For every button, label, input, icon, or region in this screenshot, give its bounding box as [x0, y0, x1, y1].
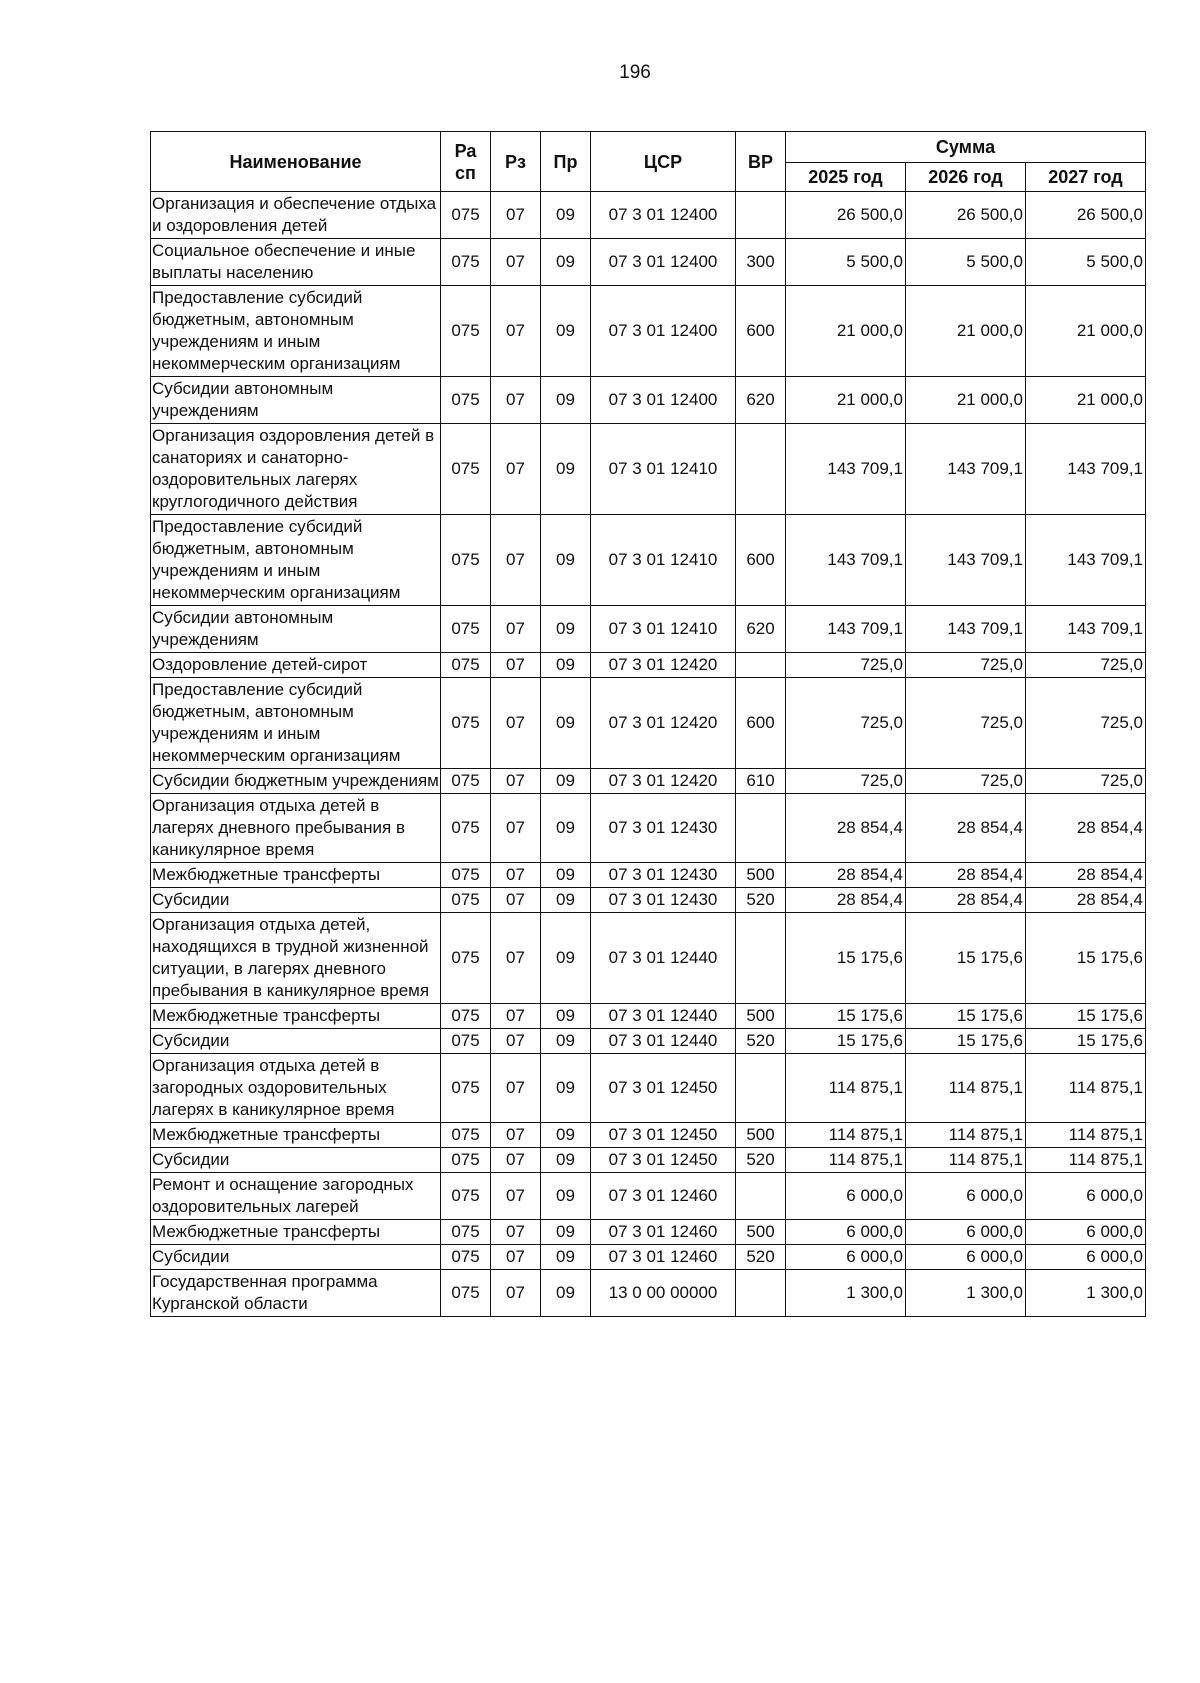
row-rz: 07 — [491, 1245, 541, 1270]
row-pr: 09 — [541, 286, 591, 377]
row-vr: 520 — [736, 1245, 786, 1270]
row-rasp: 075 — [441, 888, 491, 913]
row-name: Субсидии автономным учреждениям — [151, 606, 441, 653]
row-vr: 620 — [736, 377, 786, 424]
row-rasp: 075 — [441, 863, 491, 888]
header-name: Наименование — [151, 132, 441, 192]
row-sum-2026: 114 875,1 — [906, 1123, 1026, 1148]
row-sum-2027: 6 000,0 — [1026, 1173, 1146, 1220]
row-pr: 09 — [541, 1148, 591, 1173]
row-csr: 07 3 01 12430 — [591, 888, 736, 913]
row-sum-2027: 5 500,0 — [1026, 239, 1146, 286]
table-row — [151, 1123, 1146, 1148]
row-sum-2026: 1 300,0 — [906, 1270, 1026, 1317]
row-pr: 09 — [541, 1004, 591, 1029]
row-pr: 09 — [541, 1029, 591, 1054]
table-row — [151, 678, 1146, 769]
table-row — [151, 606, 1146, 653]
row-csr: 07 3 01 12400 — [591, 239, 736, 286]
row-rz: 07 — [491, 239, 541, 286]
row-sum-2027: 1 300,0 — [1026, 1270, 1146, 1317]
row-name: Социальное обеспечение и иные выплаты населению — [151, 239, 441, 286]
row-rasp: 075 — [441, 913, 491, 1004]
row-pr: 09 — [541, 424, 591, 515]
header-year-2027: 2027 год — [1026, 163, 1146, 192]
row-rasp: 075 — [441, 286, 491, 377]
row-pr: 09 — [541, 1173, 591, 1220]
row-pr: 09 — [541, 1220, 591, 1245]
row-csr: 07 3 01 12420 — [591, 653, 736, 678]
row-rasp: 075 — [441, 1004, 491, 1029]
row-name: Межбюджетные трансферты — [151, 1123, 441, 1148]
row-rz: 07 — [491, 1029, 541, 1054]
row-pr: 09 — [541, 794, 591, 863]
row-vr: 610 — [736, 769, 786, 794]
row-vr: 600 — [736, 286, 786, 377]
row-sum-2026: 6 000,0 — [906, 1245, 1026, 1270]
row-vr: 500 — [736, 863, 786, 888]
row-name: Организация и обеспечение отдыха и оздоровления детей — [151, 192, 441, 239]
row-rasp: 075 — [441, 1245, 491, 1270]
row-sum-2027: 21 000,0 — [1026, 286, 1146, 377]
row-sum-2027: 28 854,4 — [1026, 794, 1146, 863]
row-rz: 07 — [491, 888, 541, 913]
row-name: Межбюджетные трансферты — [151, 1220, 441, 1245]
row-sum-2025: 26 500,0 — [786, 192, 906, 239]
row-name: Предоставление субсидий бюджетным, автономным учреждениям и иным некоммерческим организациям — [151, 286, 441, 377]
row-vr — [736, 1270, 786, 1317]
row-vr — [736, 192, 786, 239]
row-name: Субсидии бюджетным учреждениям — [151, 769, 441, 794]
row-sum-2027: 143 709,1 — [1026, 515, 1146, 606]
row-csr: 07 3 01 12410 — [591, 424, 736, 515]
row-csr: 07 3 01 12460 — [591, 1220, 736, 1245]
header-year-2026: 2026 год — [906, 163, 1026, 192]
row-rz: 07 — [491, 653, 541, 678]
row-rz: 07 — [491, 794, 541, 863]
row-sum-2025: 21 000,0 — [786, 377, 906, 424]
row-rz: 07 — [491, 863, 541, 888]
row-sum-2027: 26 500,0 — [1026, 192, 1146, 239]
table-row — [151, 769, 1146, 794]
row-sum-2025: 114 875,1 — [786, 1123, 906, 1148]
row-pr: 09 — [541, 377, 591, 424]
row-sum-2027: 15 175,6 — [1026, 1004, 1146, 1029]
table-row — [151, 1220, 1146, 1245]
budget-table — [150, 131, 1146, 1317]
row-sum-2025: 15 175,6 — [786, 1029, 906, 1054]
row-sum-2025: 1 300,0 — [786, 1270, 906, 1317]
row-sum-2026: 26 500,0 — [906, 192, 1026, 239]
row-sum-2025: 725,0 — [786, 769, 906, 794]
row-csr: 07 3 01 12440 — [591, 913, 736, 1004]
row-sum-2025: 725,0 — [786, 653, 906, 678]
row-csr: 07 3 01 12450 — [591, 1123, 736, 1148]
row-rasp: 075 — [441, 1123, 491, 1148]
row-sum-2026: 725,0 — [906, 769, 1026, 794]
row-vr — [736, 794, 786, 863]
table-body — [151, 192, 1146, 1317]
row-pr: 09 — [541, 192, 591, 239]
row-sum-2025: 114 875,1 — [786, 1054, 906, 1123]
row-sum-2026: 28 854,4 — [906, 794, 1026, 863]
row-name: Межбюджетные трансферты — [151, 1004, 441, 1029]
table-row — [151, 192, 1146, 239]
row-vr — [736, 1054, 786, 1123]
row-sum-2026: 15 175,6 — [906, 1029, 1026, 1054]
page-number: 196 — [619, 62, 651, 83]
row-vr: 520 — [736, 1148, 786, 1173]
row-vr: 620 — [736, 606, 786, 653]
row-sum-2027: 114 875,1 — [1026, 1054, 1146, 1123]
row-vr: 500 — [736, 1123, 786, 1148]
table-row — [151, 1245, 1146, 1270]
row-pr: 09 — [541, 913, 591, 1004]
row-sum-2027: 725,0 — [1026, 678, 1146, 769]
row-sum-2025: 143 709,1 — [786, 515, 906, 606]
row-rasp: 075 — [441, 769, 491, 794]
row-rasp: 075 — [441, 424, 491, 515]
row-sum-2026: 114 875,1 — [906, 1148, 1026, 1173]
table-row — [151, 1148, 1146, 1173]
row-rz: 07 — [491, 1270, 541, 1317]
row-sum-2027: 28 854,4 — [1026, 888, 1146, 913]
row-rz: 07 — [491, 377, 541, 424]
row-name: Ремонт и оснащение загородных оздоровительных лагерей — [151, 1173, 441, 1220]
row-name: Предоставление субсидий бюджетным, автономным учреждениям и иным некоммерческим организациям — [151, 515, 441, 606]
row-rz: 07 — [491, 606, 541, 653]
table-row — [151, 1054, 1146, 1123]
row-sum-2027: 725,0 — [1026, 769, 1146, 794]
row-rasp: 075 — [441, 515, 491, 606]
row-sum-2027: 725,0 — [1026, 653, 1146, 678]
row-rz: 07 — [491, 913, 541, 1004]
row-rasp: 075 — [441, 606, 491, 653]
row-name: Оздоровление детей-сирот — [151, 653, 441, 678]
table-row — [151, 424, 1146, 515]
row-pr: 09 — [541, 1123, 591, 1148]
row-vr — [736, 424, 786, 515]
row-vr: 500 — [736, 1220, 786, 1245]
row-csr: 07 3 01 12440 — [591, 1029, 736, 1054]
row-rasp: 075 — [441, 377, 491, 424]
row-sum-2027: 28 854,4 — [1026, 863, 1146, 888]
header-rz: Рз — [491, 132, 541, 192]
row-rasp: 075 — [441, 678, 491, 769]
header-csr: ЦСР — [591, 132, 736, 192]
row-sum-2025: 5 500,0 — [786, 239, 906, 286]
row-sum-2026: 143 709,1 — [906, 515, 1026, 606]
row-name: Субсидии — [151, 888, 441, 913]
table-row — [151, 515, 1146, 606]
row-rasp: 075 — [441, 1148, 491, 1173]
row-vr: 600 — [736, 515, 786, 606]
row-vr — [736, 653, 786, 678]
row-rasp: 075 — [441, 794, 491, 863]
row-rz: 07 — [491, 192, 541, 239]
row-rasp: 075 — [441, 1173, 491, 1220]
row-rasp: 075 — [441, 653, 491, 678]
row-pr: 09 — [541, 1054, 591, 1123]
row-vr: 300 — [736, 239, 786, 286]
row-csr: 07 3 01 12450 — [591, 1148, 736, 1173]
row-sum-2025: 6 000,0 — [786, 1173, 906, 1220]
row-pr: 09 — [541, 1245, 591, 1270]
row-sum-2025: 114 875,1 — [786, 1148, 906, 1173]
row-rz: 07 — [491, 515, 541, 606]
row-csr: 13 0 00 00000 — [591, 1270, 736, 1317]
row-sum-2025: 28 854,4 — [786, 794, 906, 863]
row-name: Предоставление субсидий бюджетным, автономным учреждениям и иным некоммерческим организациям — [151, 678, 441, 769]
row-pr: 09 — [541, 239, 591, 286]
row-vr: 600 — [736, 678, 786, 769]
row-sum-2027: 6 000,0 — [1026, 1245, 1146, 1270]
row-rz: 07 — [491, 1004, 541, 1029]
row-name: Субсидии — [151, 1029, 441, 1054]
row-vr — [736, 913, 786, 1004]
table-row — [151, 913, 1146, 1004]
header-pr: Пр — [541, 132, 591, 192]
row-vr: 520 — [736, 888, 786, 913]
row-sum-2025: 21 000,0 — [786, 286, 906, 377]
row-sum-2026: 143 709,1 — [906, 424, 1026, 515]
row-sum-2025: 6 000,0 — [786, 1220, 906, 1245]
header-vr: ВР — [736, 132, 786, 192]
row-sum-2026: 114 875,1 — [906, 1054, 1026, 1123]
header-sum: Сумма — [786, 132, 1146, 163]
table-row — [151, 863, 1146, 888]
row-sum-2026: 28 854,4 — [906, 863, 1026, 888]
row-sum-2026: 725,0 — [906, 653, 1026, 678]
row-pr: 09 — [541, 678, 591, 769]
row-sum-2025: 15 175,6 — [786, 1004, 906, 1029]
row-sum-2027: 15 175,6 — [1026, 913, 1146, 1004]
row-csr: 07 3 01 12400 — [591, 286, 736, 377]
row-pr: 09 — [541, 515, 591, 606]
row-sum-2026: 21 000,0 — [906, 286, 1026, 377]
row-sum-2027: 114 875,1 — [1026, 1123, 1146, 1148]
row-sum-2026: 6 000,0 — [906, 1220, 1026, 1245]
row-csr: 07 3 01 12460 — [591, 1173, 736, 1220]
header-year-2025: 2025 год — [786, 163, 906, 192]
table-row — [151, 1270, 1146, 1317]
row-pr: 09 — [541, 1270, 591, 1317]
row-sum-2025: 28 854,4 — [786, 888, 906, 913]
row-sum-2027: 15 175,6 — [1026, 1029, 1146, 1054]
row-rz: 07 — [491, 286, 541, 377]
row-pr: 09 — [541, 769, 591, 794]
row-pr: 09 — [541, 888, 591, 913]
row-sum-2027: 143 709,1 — [1026, 424, 1146, 515]
row-pr: 09 — [541, 863, 591, 888]
row-rasp: 075 — [441, 1270, 491, 1317]
row-sum-2027: 114 875,1 — [1026, 1148, 1146, 1173]
row-csr: 07 3 01 12400 — [591, 192, 736, 239]
row-name: Межбюджетные трансферты — [151, 863, 441, 888]
row-sum-2026: 15 175,6 — [906, 913, 1026, 1004]
row-sum-2025: 725,0 — [786, 678, 906, 769]
row-csr: 07 3 01 12450 — [591, 1054, 736, 1123]
row-rz: 07 — [491, 678, 541, 769]
row-rasp: 075 — [441, 239, 491, 286]
table-row — [151, 794, 1146, 863]
row-name: Организация отдыха детей в лагерях дневного пребывания в каникулярное время — [151, 794, 441, 863]
row-rz: 07 — [491, 1220, 541, 1245]
row-pr: 09 — [541, 653, 591, 678]
row-csr: 07 3 01 12430 — [591, 863, 736, 888]
row-name: Организация отдыха детей в загородных оздоровительных лагерях в каникулярное время — [151, 1054, 441, 1123]
row-sum-2026: 21 000,0 — [906, 377, 1026, 424]
table-row — [151, 1029, 1146, 1054]
table-row — [151, 653, 1146, 678]
row-sum-2026: 143 709,1 — [906, 606, 1026, 653]
row-sum-2025: 28 854,4 — [786, 863, 906, 888]
row-rz: 07 — [491, 1054, 541, 1123]
row-name: Субсидии — [151, 1245, 441, 1270]
row-csr: 07 3 01 12430 — [591, 794, 736, 863]
row-pr: 09 — [541, 606, 591, 653]
row-sum-2027: 6 000,0 — [1026, 1220, 1146, 1245]
row-sum-2027: 21 000,0 — [1026, 377, 1146, 424]
row-csr: 07 3 01 12400 — [591, 377, 736, 424]
row-rz: 07 — [491, 1123, 541, 1148]
row-rasp: 075 — [441, 1220, 491, 1245]
table-row — [151, 1004, 1146, 1029]
row-csr: 07 3 01 12420 — [591, 769, 736, 794]
row-name: Субсидии — [151, 1148, 441, 1173]
table-row — [151, 239, 1146, 286]
row-sum-2026: 6 000,0 — [906, 1173, 1026, 1220]
row-sum-2026: 725,0 — [906, 678, 1026, 769]
row-vr — [736, 1173, 786, 1220]
table-row — [151, 286, 1146, 377]
row-rz: 07 — [491, 769, 541, 794]
row-name: Государственная программа Курганской области — [151, 1270, 441, 1317]
table-row — [151, 377, 1146, 424]
row-rz: 07 — [491, 424, 541, 515]
row-csr: 07 3 01 12410 — [591, 515, 736, 606]
table-row — [151, 888, 1146, 913]
row-rasp: 075 — [441, 1054, 491, 1123]
row-sum-2027: 143 709,1 — [1026, 606, 1146, 653]
row-sum-2026: 5 500,0 — [906, 239, 1026, 286]
row-csr: 07 3 01 12420 — [591, 678, 736, 769]
row-vr: 500 — [736, 1004, 786, 1029]
table-row — [151, 1173, 1146, 1220]
row-csr: 07 3 01 12440 — [591, 1004, 736, 1029]
row-vr: 520 — [736, 1029, 786, 1054]
row-rz: 07 — [491, 1148, 541, 1173]
row-rasp: 075 — [441, 192, 491, 239]
row-sum-2025: 15 175,6 — [786, 913, 906, 1004]
row-name: Организация отдыха детей, находящихся в трудной жизненной ситуации, в лагерях дневного пребывания в каникулярное время — [151, 913, 441, 1004]
row-name: Субсидии автономным учреждениям — [151, 377, 441, 424]
row-name: Организация оздоровления детей в санаториях и санаторно-оздоровительных лагерях круглогодичного действия — [151, 424, 441, 515]
row-sum-2026: 28 854,4 — [906, 888, 1026, 913]
row-sum-2025: 6 000,0 — [786, 1245, 906, 1270]
row-csr: 07 3 01 12460 — [591, 1245, 736, 1270]
row-sum-2025: 143 709,1 — [786, 606, 906, 653]
row-sum-2025: 143 709,1 — [786, 424, 906, 515]
row-sum-2026: 15 175,6 — [906, 1004, 1026, 1029]
row-rz: 07 — [491, 1173, 541, 1220]
row-rasp: 075 — [441, 1029, 491, 1054]
row-csr: 07 3 01 12410 — [591, 606, 736, 653]
header-rasp: Ра сп — [441, 132, 491, 192]
